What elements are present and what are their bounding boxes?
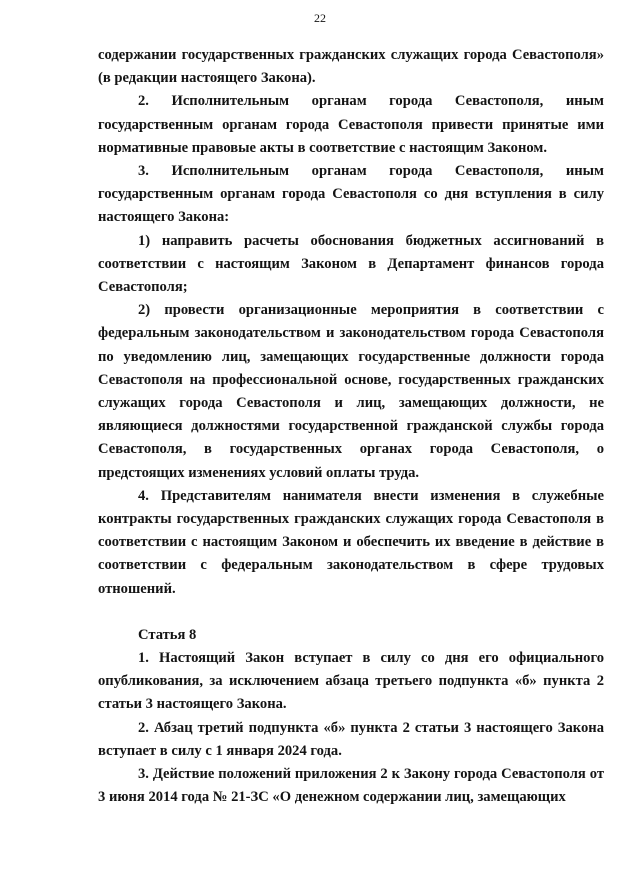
- page-number: 22: [314, 11, 326, 25]
- article-heading: Статья 8: [138, 626, 197, 643]
- article-8-paragraph-1: 1. Настоящий Закон вступает в силу со дня его официального опубликования, за исключением абзаца третьего подпункта «б» пункта 2 статьи 3 настоящего Закона.: [98, 650, 604, 713]
- paragraph-subitem-2: 2) провести организационные мероприятия в соответствии с федеральным законодательством и законодательством города Севастополя по уведомлению лиц, замещающих государственные должности города Севастополя на профессиональной основе, государственных гражданских служащих города Севастополя и лиц, замещающих должности, не являющиеся должностями государственной гражданской службы города Севастополя, в государственных органах города Севастополя, о предстоящих изменениях условий оплаты труда.: [98, 302, 604, 481]
- paragraph-continuation: содержании государственных гражданских служащих города Севастополя» (в редакции настоящего Закона).: [98, 47, 604, 87]
- paragraph-subitem-1: 1) направить расчеты обоснования бюджетных ассигнований в соответствии с настоящим Законом в Департамент финансов города Севастополя;: [98, 232, 604, 296]
- document-body: [98, 44, 604, 810]
- paragraph-item-3: 3. Исполнительным органам города Севастополя, иным государственным органам города Севастополя со дня вступления в силу настоящего Закона:: [98, 163, 604, 226]
- paragraph-item-2: 2. Исполнительным органам города Севастополя, иным государственным органам города Севастополя привести принятые ими нормативные правовые акты в соответствие с настоящим Законом.: [98, 93, 604, 156]
- article-8-paragraph-2: 2. Абзац третий подпункта «б» пункта 2 статьи 3 настоящего Закона вступает в силу с 1 января 2024 года.: [98, 719, 604, 759]
- article-8-paragraph-3: 3. Действие положений приложения 2 к Закону города Севастополя от 3 июня 2014 года № 21-ЗС «О денежном содержании лиц, замещающих: [98, 766, 604, 806]
- paragraph-item-4: 4. Представителям нанимателя внести изменения в служебные контракты государственных гражданских служащих города Севастополя в соответствии с настоящим Законом и обеспечить их введение в действие в соответствии с федеральным законодательством в сфере трудовых отношений.: [98, 487, 604, 597]
